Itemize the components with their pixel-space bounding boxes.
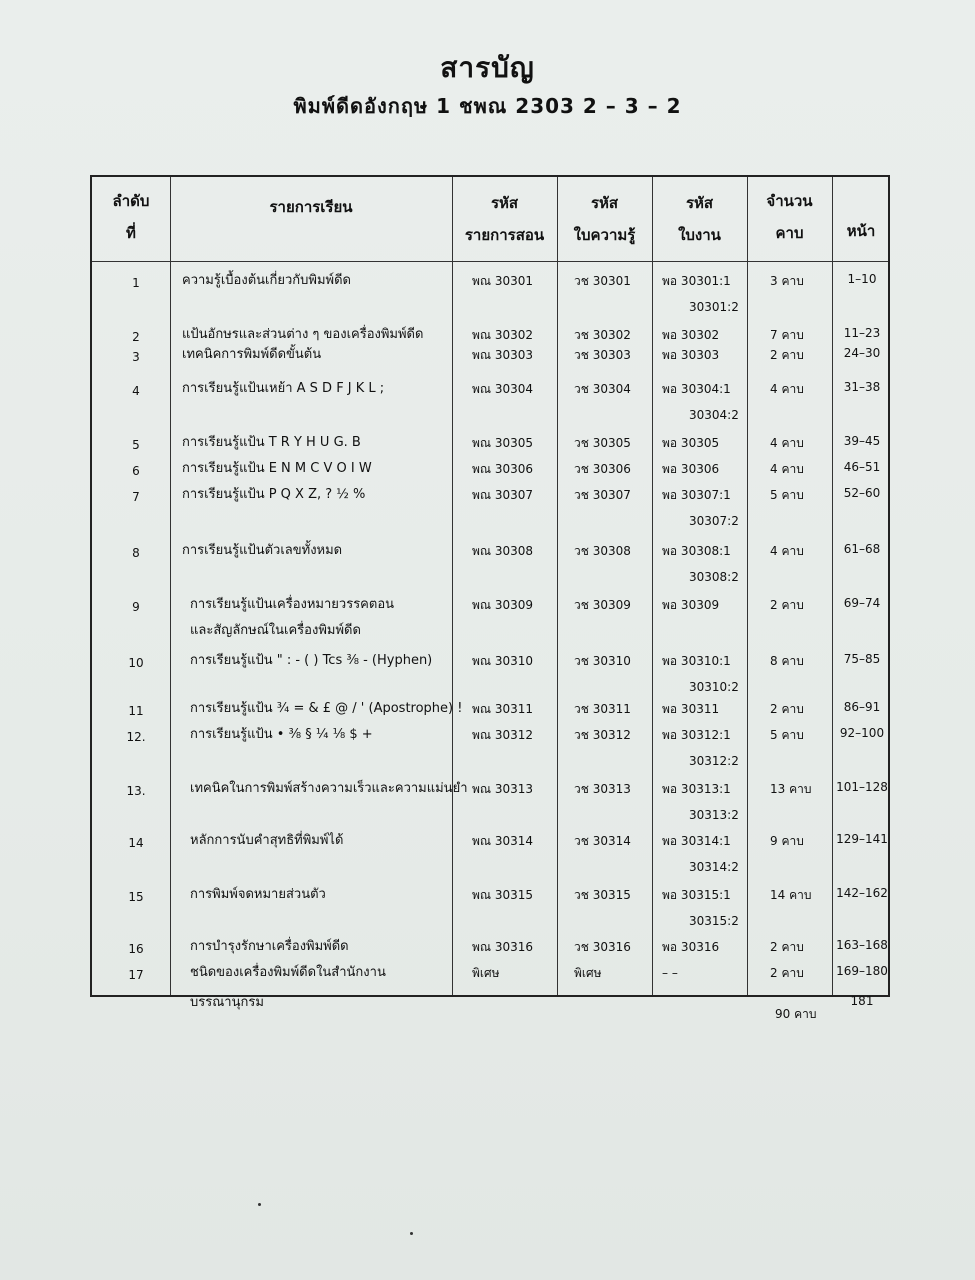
row-page: 24–30 (843, 346, 881, 360)
row-worksheet-code: พอ 30312:1 (662, 728, 731, 742)
row-worksheet-code: 30315:2 (689, 914, 739, 928)
row-lesson-code: พณ 30304 (472, 382, 534, 396)
row-page: 61–68 (843, 542, 881, 556)
header-knowledge-line1: รหัส (590, 194, 619, 212)
column-divider (652, 177, 653, 995)
row-worksheet-code: 30308:2 (689, 570, 739, 584)
header-lesson-line2: รายการสอน (464, 226, 545, 244)
row-periods: 4 คาบ (770, 544, 804, 558)
row-knowledge-code: วช 30308 (574, 544, 631, 558)
row-number: 6 (132, 464, 140, 478)
row-page: 46–51 (843, 460, 881, 474)
speck (258, 1203, 261, 1206)
row-number: 5 (132, 438, 140, 452)
row-periods: 4 คาบ (770, 436, 804, 450)
row-periods: 2 คาบ (770, 702, 804, 716)
row-number: 8 (132, 546, 140, 560)
row-topic: การเรียนรู้แป้น P Q X Z, ? ½ % (182, 487, 366, 502)
row-number: 7 (132, 490, 140, 504)
row-number: 11 (128, 704, 144, 718)
row-worksheet-code: พอ 30310:1 (662, 654, 731, 668)
row-worksheet-code: 30307:2 (689, 514, 739, 528)
column-divider (170, 177, 171, 995)
row-number: 1 (132, 276, 140, 290)
row-worksheet-code: พอ 30302 (662, 328, 720, 342)
row-knowledge-code: วช 30316 (574, 940, 631, 954)
row-lesson-code: พณ 30301 (472, 274, 534, 288)
row-worksheet-code: พอ 30316 (662, 940, 720, 954)
row-topic: การเรียนรู้แป้น T R Y H U G. B (182, 435, 361, 450)
row-topic: หลักการนับคำสุทธิที่พิมพ์ได้ (190, 833, 344, 848)
row-number: 10 (128, 656, 144, 670)
row-worksheet-code: พอ 30303 (662, 348, 720, 362)
row-worksheet-code: พอ 30313:1 (662, 782, 731, 796)
header-no-line2: ที่ (126, 224, 136, 242)
row-periods: 2 คาบ (770, 966, 804, 980)
row-lesson-code: พณ 30308 (472, 544, 534, 558)
row-knowledge-code: วช 30304 (574, 382, 631, 396)
row-periods: 3 คาบ (770, 274, 804, 288)
row-periods: 8 คาบ (770, 654, 804, 668)
row-periods: 7 คาบ (770, 328, 804, 342)
header-knowledge-line2: ใบความรู้ (573, 226, 636, 244)
row-topic: การพิมพ์จดหมายส่วนตัว (190, 887, 326, 902)
row-knowledge-code: วช 30314 (574, 834, 631, 848)
row-periods: 2 คาบ (770, 348, 804, 362)
row-topic: ชนิดของเครื่องพิมพ์ดีดในสำนักงาน (190, 965, 386, 980)
row-worksheet-code: 30310:2 (689, 680, 739, 694)
row-page: 101–128 (836, 780, 888, 794)
row-number: 2 (132, 330, 140, 344)
header-lesson-line1: รหัส (490, 194, 519, 212)
row-lesson-code: พณ 30309 (472, 598, 534, 612)
row-page: 52–60 (843, 486, 881, 500)
row-worksheet-code: พอ 30311 (662, 702, 720, 716)
row-lesson-code: พณ 30303 (472, 348, 534, 362)
column-divider (747, 177, 748, 995)
total-periods: 90 คาบ (775, 1007, 817, 1021)
row-knowledge-code: วช 30313 (574, 782, 631, 796)
row-page: 1–10 (847, 272, 877, 286)
row-topic: การเรียนรู้แป้นเครื่องหมายวรรคตอน (190, 597, 395, 612)
row-topic: การเรียนรู้แป้น " : - ( ) Tcs ⅜ - (Hyphen) (190, 653, 433, 668)
row-knowledge-code: วช 30306 (574, 462, 631, 476)
row-worksheet-code: 30312:2 (689, 754, 739, 768)
row-topic: การเรียนรู้แป้นตัวเลขทั้งหมด (182, 543, 343, 558)
header-knowledge-code (557, 187, 652, 251)
row-worksheet-code: พอ 30304:1 (662, 382, 731, 396)
row-periods: 13 คาบ (770, 782, 812, 796)
row-topic: เทคนิคการพิมพ์ดีดขั้นต้น (182, 347, 322, 362)
row-knowledge-code: วช 30309 (574, 598, 631, 612)
row-knowledge-code: พิเศษ (574, 966, 602, 980)
row-topic: การเรียนรู้แป้นเหย้า A S D F J K L ; (182, 381, 385, 396)
row-worksheet-code: 30313:2 (689, 808, 739, 822)
row-lesson-code: พิเศษ (472, 966, 500, 980)
row-page: 169–180 (836, 964, 888, 978)
header-page: หน้า (846, 222, 876, 240)
row-number: 15 (128, 890, 144, 904)
row-topic: แป้นอักษรและส่วนต่าง ๆ ของเครื่องพิมพ์ดีด (182, 327, 424, 342)
row-worksheet-code: 30301:2 (689, 300, 739, 314)
row-number: 13. (126, 784, 146, 798)
row-topic: และสัญลักษณ์ในเครื่องพิมพ์ดีด (190, 623, 361, 638)
row-lesson-code: พณ 30306 (472, 462, 534, 476)
header-worksheet-line1: รหัส (685, 194, 714, 212)
row-worksheet-code: พอ 30305 (662, 436, 720, 450)
row-knowledge-code: วช 30312 (574, 728, 631, 742)
row-page: 86–91 (843, 700, 881, 714)
header-periods-line2: คาบ (775, 224, 804, 242)
row-periods: 5 คาบ (770, 488, 804, 502)
row-knowledge-code: วช 30307 (574, 488, 631, 502)
speck (410, 1232, 413, 1235)
row-page: 69–74 (843, 596, 881, 610)
row-periods: 4 คาบ (770, 382, 804, 396)
row-knowledge-code: วช 30302 (574, 328, 631, 342)
row-lesson-code: พณ 30313 (472, 782, 534, 796)
row-lesson-code: พณ 30311 (472, 702, 534, 716)
row-topic: บรรณานุกรม (190, 995, 264, 1010)
page-title: สารบัญ (440, 51, 535, 84)
row-topic: การเรียนรู้แป้น ¾ = & £ @ / ' (Apostrophe) ! (190, 701, 463, 716)
row-worksheet-code: พอ 30315:1 (662, 888, 731, 902)
row-lesson-code: พณ 30315 (472, 888, 534, 902)
row-page: 92–100 (839, 726, 885, 740)
row-number: 16 (128, 942, 144, 956)
row-worksheet-code: พอ 30301:1 (662, 274, 731, 288)
row-page: 129–141 (836, 832, 888, 846)
row-lesson-code: พณ 30316 (472, 940, 534, 954)
column-divider (452, 177, 453, 995)
row-number: 12. (126, 730, 146, 744)
row-page: 142–162 (836, 886, 888, 900)
row-page: 75–85 (843, 652, 881, 666)
row-knowledge-code: วช 30303 (574, 348, 631, 362)
column-divider (832, 177, 833, 995)
row-lesson-code: พณ 30312 (472, 728, 534, 742)
contents-table (90, 175, 890, 1021)
row-worksheet-code: พอ 30309 (662, 598, 720, 612)
row-periods: 2 คาบ (770, 940, 804, 954)
header-worksheet-code (652, 187, 747, 251)
row-worksheet-code: พอ 30307:1 (662, 488, 731, 502)
row-lesson-code: พณ 30307 (472, 488, 534, 502)
row-lesson-code: พณ 30310 (472, 654, 534, 668)
row-lesson-code: พณ 30314 (472, 834, 534, 848)
row-worksheet-code: พอ 30314:1 (662, 834, 731, 848)
row-periods: 2 คาบ (770, 598, 804, 612)
row-topic: การเรียนรู้แป้น • ⅜ § ¼ ⅛ $ + (190, 727, 373, 742)
column-divider (557, 177, 558, 995)
header-no (92, 185, 170, 249)
row-worksheet-code: พอ 30308:1 (662, 544, 731, 558)
row-lesson-code: พณ 30305 (472, 436, 534, 450)
row-periods: 14 คาบ (770, 888, 812, 902)
row-page: 11–23 (843, 326, 881, 340)
row-knowledge-code: วช 30315 (574, 888, 631, 902)
row-topic: การเรียนรู้แป้น E N M C V O I W (182, 461, 372, 476)
row-lesson-code: พณ 30302 (472, 328, 534, 342)
row-knowledge-code: วช 30301 (574, 274, 631, 288)
row-number: 14 (128, 836, 144, 850)
row-number: 17 (128, 968, 144, 982)
row-periods: 4 คาบ (770, 462, 804, 476)
row-periods: 5 คาบ (770, 728, 804, 742)
row-worksheet-code: 30304:2 (689, 408, 739, 422)
row-knowledge-code: วช 30311 (574, 702, 631, 716)
row-page: 31–38 (843, 380, 881, 394)
row-number: 3 (132, 350, 140, 364)
header-lesson-code (452, 187, 557, 251)
row-worksheet-code: 30314:2 (689, 860, 739, 874)
row-knowledge-code: วช 30310 (574, 654, 631, 668)
header-worksheet-line2: ใบงาน (678, 226, 721, 244)
row-worksheet-code: พอ 30306 (662, 462, 720, 476)
row-topic: การบำรุงรักษาเครื่องพิมพ์ดีด (190, 939, 349, 954)
row-number: 9 (132, 600, 140, 614)
row-page: 39–45 (843, 434, 881, 448)
header-periods (747, 185, 832, 249)
row-knowledge-code: วช 30305 (574, 436, 631, 450)
row-worksheet-code: – – (662, 966, 678, 980)
row-topic: เทคนิคในการพิมพ์สร้างความเร็วและความแม่นยำ (190, 781, 468, 796)
page-subtitle: พิมพ์ดีดอังกฤษ 1 ชพณ 2303 2 – 3 – 2 (293, 94, 682, 118)
row-number: 4 (132, 384, 140, 398)
row-periods: 9 คาบ (770, 834, 804, 848)
row-page: 163–168 (836, 938, 888, 952)
header-topic: รายการเรียน (269, 198, 353, 216)
header-divider (92, 261, 888, 262)
header-periods-line1: จำนวน (766, 192, 813, 210)
row-topic: ความรู้เบื้องต้นเกี่ยวกับพิมพ์ดีด (182, 273, 351, 288)
row-page: 181 (850, 994, 874, 1008)
header-no-line1: ลำดับ (112, 192, 150, 210)
